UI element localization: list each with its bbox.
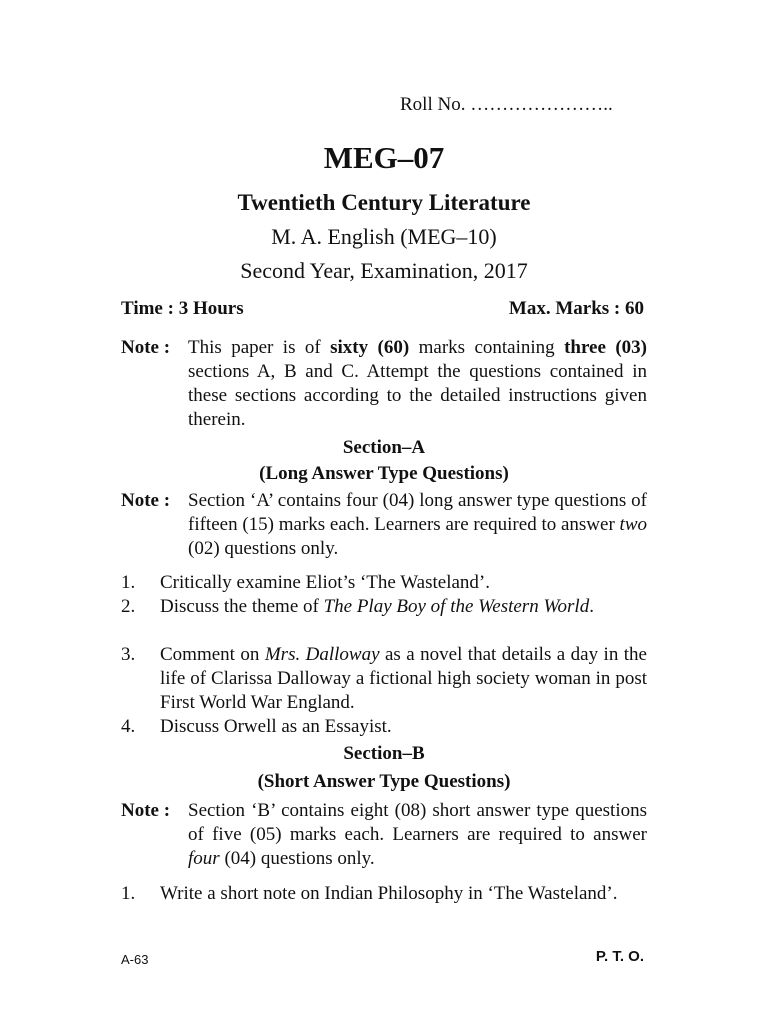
question-text: Discuss the theme of The Play Boy of the Western World. [160, 596, 594, 617]
section-a-subtitle: (Long Answer Type Questions) [259, 463, 509, 484]
paper-code: MEG–07 [323, 140, 445, 175]
note-label: Note : [121, 337, 171, 358]
roll-number: Roll No. ………………….. [400, 94, 613, 115]
section-b-note [121, 799, 647, 871]
exam-duration: Time : 3 Hours [121, 298, 244, 319]
question-text: Write a short note on Indian Philosophy in ‘The Wasteland’. [160, 883, 618, 904]
note-text: Section ‘A’ contains four (04) long answer type questions of fifteen (15) marks each. Learners are required to answer two (02) questions only. [188, 490, 647, 559]
question-text: Comment on Mrs. Dalloway as a novel that details a day in the life of Clarissa Dalloway a fictional high society woman in post First World War England. [160, 644, 647, 713]
question-a-1 [121, 571, 647, 595]
note-text: This paper is of sixty (60) marks containing three (03) sections A, B and C. Attempt the questions contained in these sections according to the detailed instructions given therein. [188, 337, 647, 430]
max-marks: Max. Marks : 60 [508, 298, 644, 319]
subject-title: Twentieth Century Literature [237, 190, 531, 215]
footer-pto: P. T. O. [595, 948, 644, 965]
program-name: M. A. English (MEG–10) [271, 224, 497, 249]
question-text: Discuss Orwell as an Essayist. [160, 716, 392, 737]
exam-year: Second Year, Examination, 2017 [240, 258, 528, 283]
question-number: 1. [121, 883, 136, 904]
question-a-3 [121, 643, 647, 715]
question-number: 1. [121, 572, 136, 593]
section-a-title: Section–A [342, 437, 426, 458]
question-number: 3. [121, 644, 136, 665]
question-number: 4. [121, 716, 136, 737]
general-note [121, 336, 647, 432]
footer-paper-code: A-63 [121, 952, 149, 967]
question-a-4 [121, 715, 647, 739]
section-b-title: Section–B [343, 743, 425, 764]
question-number: 2. [121, 596, 136, 617]
note-text: Section ‘B’ contains eight (08) short answer type questions of five (05) marks each. Learners are required to answer four (04) questions only. [188, 800, 647, 869]
question-a-2 [121, 595, 647, 619]
section-a-note [121, 489, 647, 561]
note-label: Note : [121, 490, 171, 511]
note-label: Note : [121, 800, 171, 821]
question-b-1 [121, 882, 647, 906]
question-text: Critically examine Eliot’s ‘The Wasteland’. [160, 572, 490, 593]
section-b-subtitle: (Short Answer Type Questions) [257, 771, 511, 792]
